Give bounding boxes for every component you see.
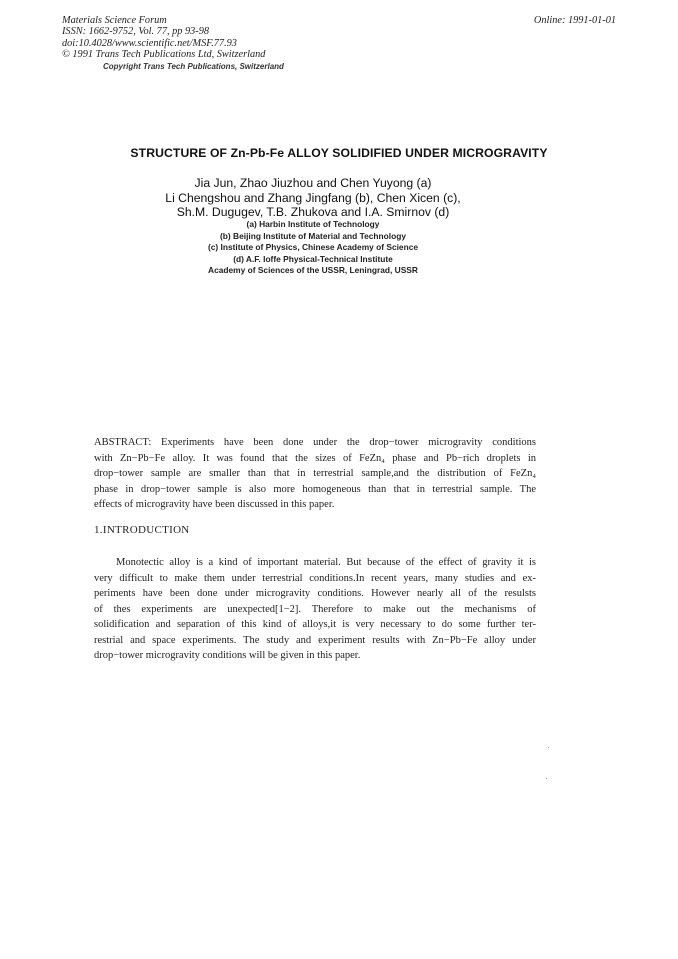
affiliation-line: (c) Institute of Physics, Chinese Academy of Science [207,242,419,253]
author-list [0,176,626,220]
scan-speck [546,778,547,779]
doi-line[interactable]: doi:10.4028/www.scientific.net/MSF.77.93 [62,37,237,49]
journal-name: Materials Science Forum [62,15,167,26]
abstract-line: ABSTRACT: Experiments have been done under the drop−tower microgravity conditions [94,437,536,448]
journal-header [62,15,265,60]
abstract-line: phase in drop−tower sample is also more homogeneous than that in terrestrial sample. The [94,483,536,495]
intro-line: solidification and separation of this kind of alloys,it is very necessary to do some further ter- [94,619,536,630]
author-line: Jia Jun, Zhao Jiuzhou and Chen Yuyong (a) [194,176,432,190]
affiliation-line: (a) Harbin Institute of Technology [246,219,380,229]
affiliation-list [0,219,626,277]
issn-line: ISSN: 1662-9752, Vol. 77, pp 93-98 [62,26,210,38]
abstract-line: with Zn−Pb−Fe alloy. It was found that the sizes of FeZn₄ phase and Pb−rich droplets in [94,452,536,464]
introduction-paragraph [94,555,536,664]
copyright-line: © 1991 Trans Tech Publications Ltd, Switzerland [62,48,266,60]
affiliation-line: (b) Beijing Institute of Material and Technology [220,230,406,241]
affiliation-line: Academy of Sciences of the USSR, Leningrad, USSR [208,265,418,276]
intro-line: of thes experiments are unexpected[1−2]. Therefore to make out the mechanisms of [94,603,536,615]
affiliation-line: (d) A.F. Ioffe Physical-Technical Institute [233,253,393,264]
intro-line: drop−tower microgravity conditions will be given in this paper. [94,650,361,661]
intro-line: Monotectic alloy is a kind of important material. But because of the effect of gravity it is [116,557,536,568]
intro-line: very difficult to make them under terrestrial conditions.In recent years, many studies and ex- [94,572,536,584]
section-heading: 1.INTRODUCTION [94,524,190,536]
scan-speck [548,747,549,748]
abstract-line: drop−tower sample are smaller than that in terrestrial sample,and the distribution of FeZn₄ [94,468,536,479]
abstract-paragraph [94,435,536,513]
author-line: Li Chengshou and Zhang Jingfang (b), Chen Xicen (c), [165,190,461,205]
intro-line: periments have been done under microgravity conditions. However nearly all of the resulsts [94,588,536,599]
online-date: Online: 1991-01-01 [533,15,616,26]
intro-line: restrial and space experiments. The study and experiment results with Zn−Pb−Fe alloy under [94,634,536,646]
abstract-line: effects of microgravity have been discussed in this paper. [94,499,335,510]
copyright-stamp: Copyright Trans Tech Publications, Switzerland [103,62,284,71]
paper-title: STRUCTURE OF Zn-Pb-Fe ALLOY SOLIDIFIED UNDER MICROGRAVITY [130,146,548,160]
author-line: Sh.M. Dugugev, T.B. Zhukova and I.A. Smirnov (d) [176,205,450,219]
